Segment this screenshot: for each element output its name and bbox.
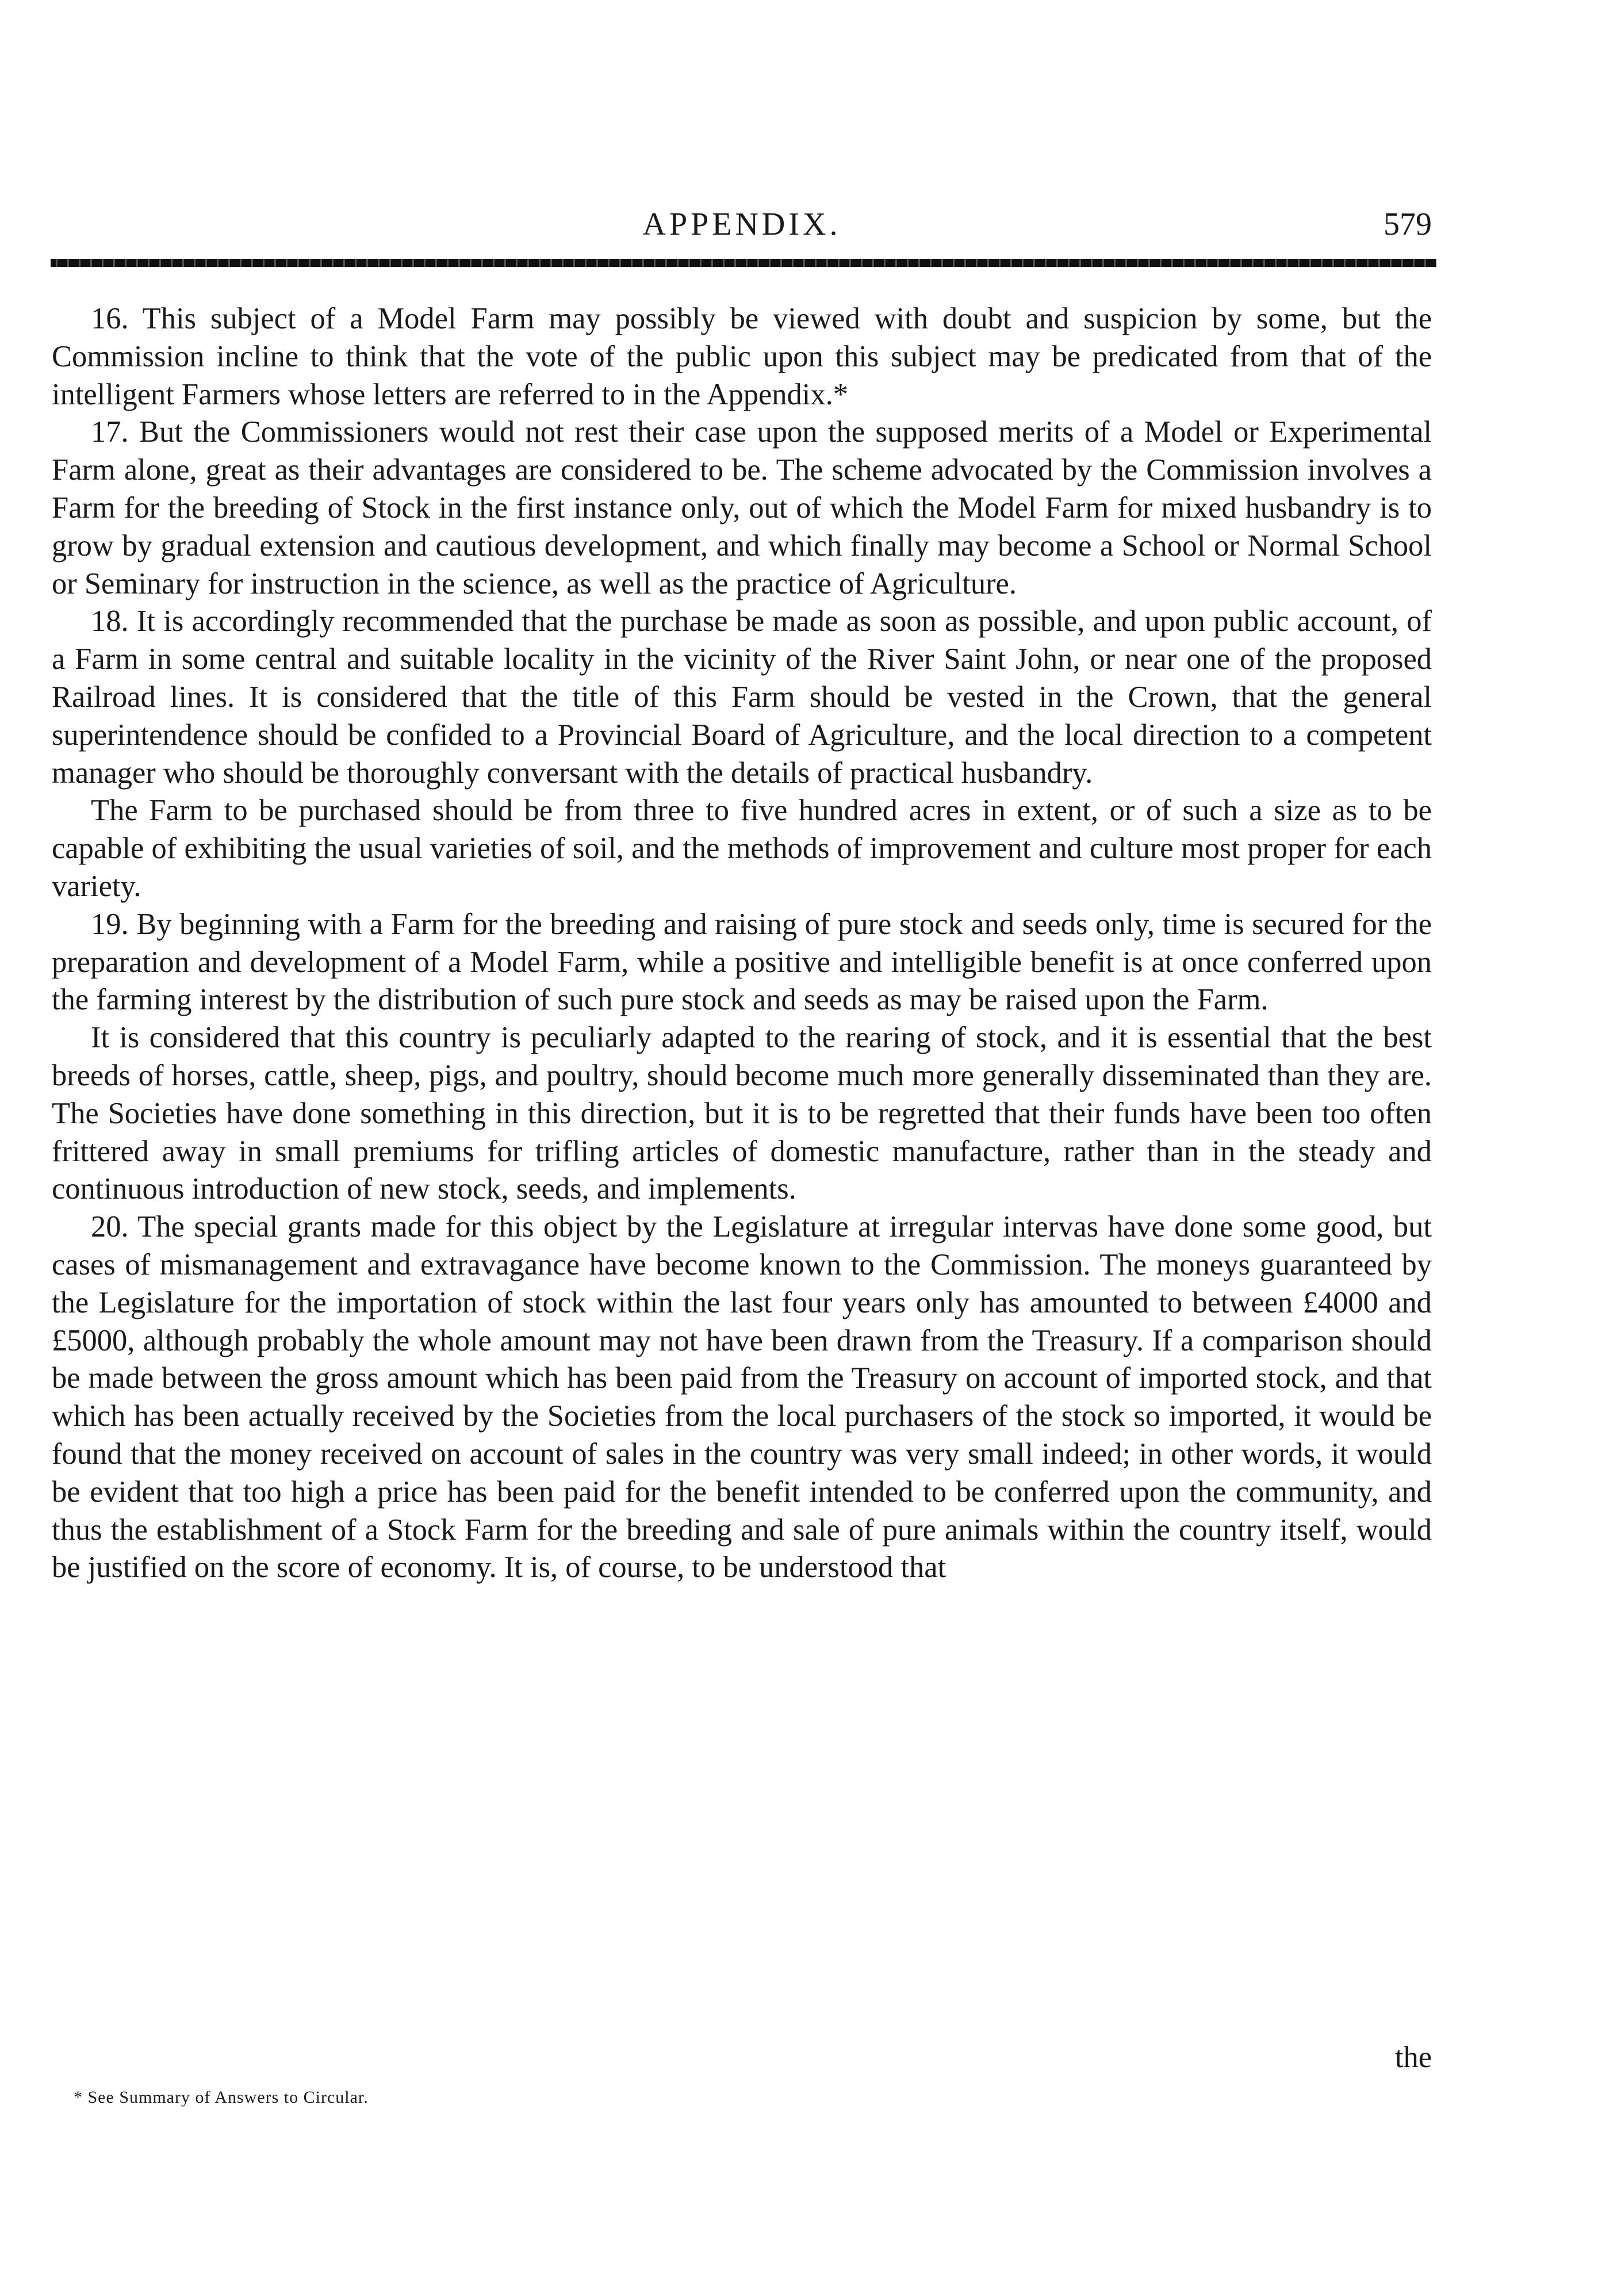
paragraph-18: 18. It is accordingly recommended that the purchase be made as soon as possible, and upon public account, of a Farm in some central and suitable locality in the vicinity of the River Saint John, or near one of the proposed Railroad lines. It is considered that the title of this Farm should be vested in the Crown, that the general superintendence should be confided to a Provincial Board of Agriculture, and the local direction to a competent manager who should be thoroughly conversant with the details of practical husbandry. bbox=[52, 604, 1432, 790]
paragraph-16: 16. This subject of a Model Farm may possibly be viewed with doubt and suspicion by some, but the Commission incline to think that the vote of the public upon this subject may be predicated from that of the intelligent Farmers whose letters are referred to in the Appendix.* bbox=[52, 302, 1432, 411]
header-rule bbox=[51, 259, 1436, 267]
paragraph-20: 20. The special grants made for this object by the Legislature at irregular intervas have done some good, but cases of mismanagement and extravagance have become known to the Commission. The moneys guaranteed by the Legislature for the importation of stock within the last four years only has amounted to between £4000 and £5000, although probably the whole amount may not have been drawn from the Treasury. If a comparison should be made between the gross amount which has been paid from the Treasury on account of imported stock, and that which has been actually received by the Societies from the local purchasers of the stock so imported, it would be found that the money received on account of sales in the country was very small indeed; in other words, it would be evident that too high a price has been paid for the benefit intended to be conferred upon the community, and thus the establishment of a Stock Farm for the breeding and sale of pure animals within the country itself, would be justified on the score of economy. It is, of course, to be understood that bbox=[52, 1210, 1432, 1585]
paragraph-19: 19. By beginning with a Farm for the breeding and raising of pure stock and seeds only, time is secured for the preparation and development of a Model Farm, while a positive and intelligible benefit is at once conferred upon the farming interest by the distribution of such pure stock and seeds as may be raised upon the Farm. bbox=[52, 907, 1432, 1017]
paragraph-17: 17. But the Commissioners would not rest their case upon the supposed merits of a Model or Experimental Farm alone, great as their advantages are considered to be. The scheme advocated by the Commission involves a Farm for the breeding of Stock in the first instance only, out of which the Model Farm for mixed husbandry is to grow by gradual extension and cautious development, and which finally may become a School or Normal School or Seminary for instruction in the science, as well as the practice of Agriculture. bbox=[52, 415, 1432, 600]
running-title: APPENDIX. bbox=[642, 206, 841, 242]
page-number: 579 bbox=[1384, 206, 1432, 242]
paragraph-18-farm-size: The Farm to be purchased should be from three to five hundred acres in extent, or of such a size as to be capable of exhibiting the usual varieties of soil, and the methods of improvement and culture most proper for each variety. bbox=[52, 794, 1432, 903]
paragraph-19-stock: It is considered that this country is peculiarly adapted to the rearing of stock, and it is essential that the best breeds of horses, cattle, sheep, pigs, and poultry, should become much more generally disseminated than they are. The Societies have done something in this direction, but it is to be regretted that their funds have been too often frittered away in small premiums for trifling articles of domestic manufacture, rather than in the steady and continuous introduction of new stock, seeds, and implements. bbox=[52, 1021, 1432, 1206]
page-header bbox=[52, 206, 1432, 252]
footnote: * See Summary of Answers to Circular. bbox=[74, 2088, 369, 2107]
catchword: the bbox=[1394, 2041, 1432, 2074]
body-text bbox=[52, 300, 1432, 1587]
